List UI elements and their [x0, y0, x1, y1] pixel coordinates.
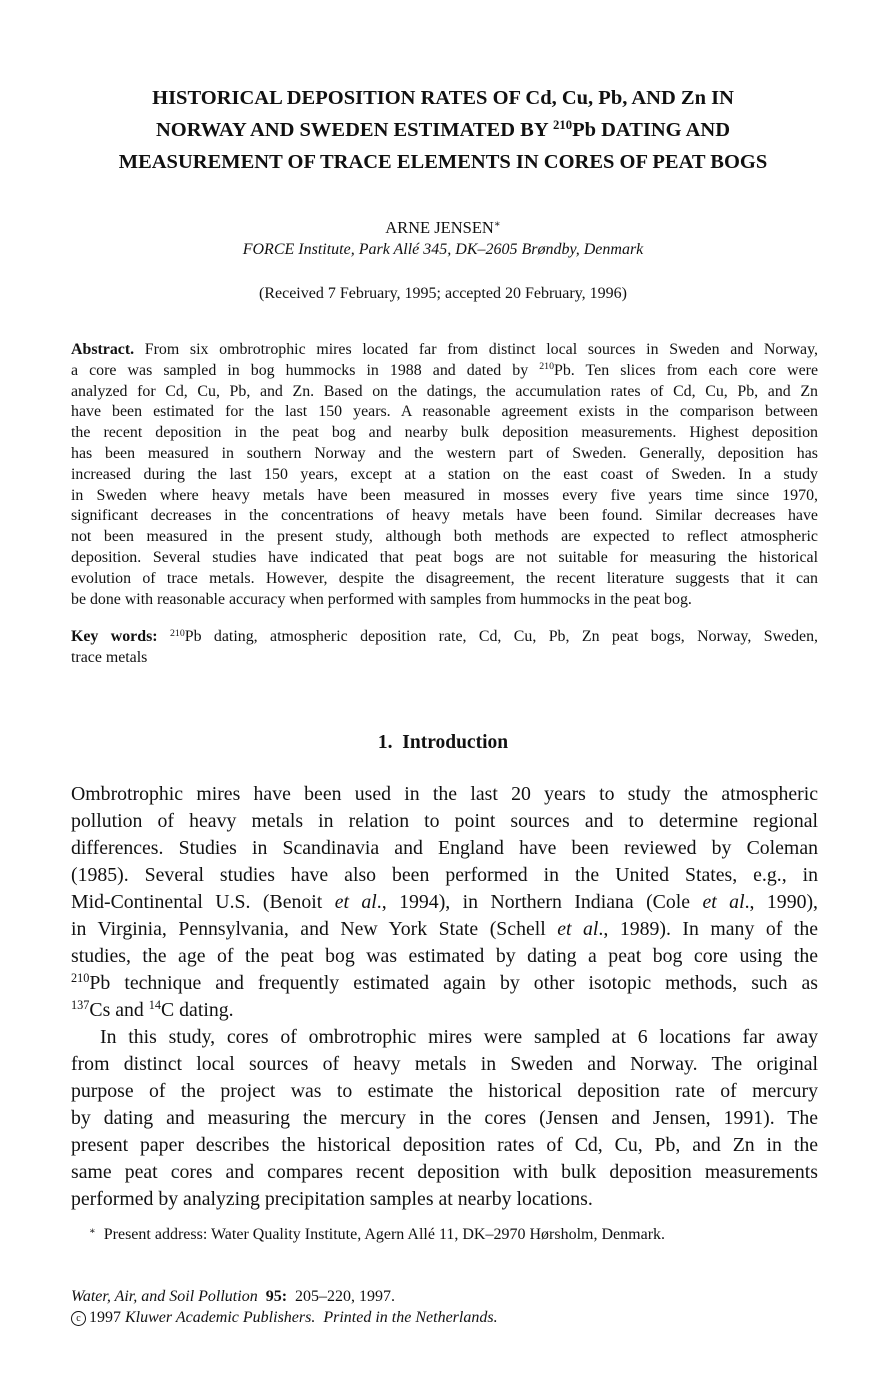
title-line-3: MEASUREMENT OF TRACE ELEMENTS IN CORES OF PEAT BOGS [118, 151, 768, 173]
body-line: (1985). Several studies have also been performed in the United States, e.g., in [71, 864, 818, 886]
body-text: Cs and [89, 999, 149, 1021]
author-footnote-marker: ∗ [493, 219, 501, 231]
journal-info [71, 1286, 498, 1328]
abstract-line: be done with reasonable accuracy when performed with samples from hummocks in the peat bog. [71, 590, 692, 608]
keywords-line [71, 627, 818, 648]
body-line: studies, the age of the peat bog was estimated by dating a peat bog core using the [71, 945, 818, 967]
et-al: et al [557, 918, 599, 940]
body-line: Ombrotrophic mires have been used in the last 20 years to study the atmospheric [71, 783, 818, 805]
body-text: C dating. [161, 999, 234, 1021]
et-al: et al [334, 891, 377, 913]
title-line-2-text: NORWAY AND SWEDEN ESTIMATED BY [155, 119, 553, 141]
section-title: Introduction [402, 732, 509, 753]
keywords-line: trace metals [71, 648, 148, 666]
body-line: present paper describes the historical deposition rates of Cd, Cu, Pb, and Zn in the [71, 1134, 818, 1156]
author-name: ARNE JENSEN [385, 218, 494, 237]
body-line: by dating and measuring the mercury in the cores (Jensen and Jensen, 1991). The [71, 1107, 818, 1129]
abstract [71, 340, 818, 610]
received-dates: (Received 7 February, 1995; accepted 20 February, 1996) [258, 285, 627, 302]
abstract-line: not been measured in the present study, although both methods are expected to reflect atmospheric [71, 528, 818, 546]
body-line: same peat cores and compares recent deposition with bulk deposition measurements [71, 1161, 818, 1183]
footnote-text: Present address: Water Quality Institute, Agern Allé 11, DK–2970 Hørsholm, Denmark. [103, 1226, 666, 1243]
abstract-line: evolution of trace metals. However, despite the disagreement, the recent literature suggests that it can [71, 569, 818, 587]
abstract-line: deposition. Several studies have indicated that peat bogs are not suitable for measuring the historical [71, 548, 818, 566]
author [0, 218, 886, 238]
publisher: Kluwer Academic Publishers. [125, 1309, 316, 1326]
body-text: Mid-Continental U.S. (Benoit [71, 891, 335, 913]
body-superscript: 137 [71, 998, 90, 1013]
et-al: et al [702, 891, 745, 913]
affiliation: FORCE Institute, Park Allé 345, DK–2605 Brøndby, Denmark [242, 241, 644, 258]
abstract-line: analyzed for Cd, Cu, Pb, and Zn. Based on the datings, the accumulation rates of Cd, Cu, Pb, and Zn [71, 382, 818, 400]
abstract-line [71, 361, 818, 382]
abstract-line: in Sweden where heavy metals have been measured in mosses every five years time since 1970, [71, 486, 818, 504]
body-line: purpose of the project was to estimate the historical deposition rate of mercury [71, 1080, 818, 1102]
copyright-icon: c [71, 1311, 86, 1326]
body-text: in Virginia, Pennsylvania, and New York State (Schell [71, 918, 558, 940]
keywords [71, 627, 818, 669]
title-line-2-tail: Pb DATING AND [572, 119, 731, 141]
body-superscript: 14 [148, 998, 162, 1013]
abstract-text: Pb. Ten slices from each core were [554, 361, 818, 379]
abstract-line [71, 340, 818, 361]
section-number: 1. [377, 732, 393, 753]
journal-citation [71, 1286, 498, 1307]
footnote-marker: ∗ [89, 1225, 96, 1237]
abstract-text: a core was sampled in bog hummocks in 1988 and dated by [71, 361, 540, 379]
abstract-line: increased during the last 150 years, except at a station on the east coast of Sweden. In a study [71, 465, 818, 483]
abstract-line: the recent deposition in the peat bog and nearby bulk deposition measurements. Highest deposition [71, 424, 818, 442]
body-line: performed by analyzing precipitation samples at nearby locations. [71, 1188, 593, 1210]
abstract-label: Abstract. [71, 341, 135, 358]
keywords-label: Key words: [71, 628, 158, 645]
journal-volume: 95: [265, 1288, 288, 1305]
section-heading [0, 732, 886, 754]
body-line: In this study, cores of ombrotrophic mires were sampled at 6 locations far away [100, 1026, 818, 1048]
introduction-body [71, 781, 818, 1213]
body-line: differences. Studies in Scandinavia and England have been reviewed by Coleman [71, 837, 818, 859]
printed-in: Printed in the Netherlands. [323, 1309, 498, 1326]
body-line [71, 970, 818, 997]
paper-title [60, 82, 826, 178]
abstract-line: has been measured in southern Norway and the western part of Sweden. Generally, deposition has [71, 444, 818, 462]
journal-name: Water, Air, and Soil Pollution [71, 1288, 258, 1305]
keywords-text: Pb dating, atmospheric deposition rate, Cd, Cu, Pb, Zn peat bogs, Norway, Sweden, [184, 628, 818, 645]
body-text: ., 1989). In many of the [598, 918, 818, 940]
journal-pages: 205–220, 1997. [295, 1288, 396, 1305]
body-text: ., 1990), [744, 891, 819, 913]
body-text: ., 1994), in Northern Indiana (Cole [376, 891, 703, 913]
body-line: pollution of heavy metals in relation to point sources and to determine regional [71, 810, 818, 832]
keywords-superscript: 210 [169, 627, 185, 639]
abstract-superscript: 210 [539, 361, 554, 373]
body-line: from distinct local sources of heavy metals in Sweden and Norway. The original [71, 1053, 818, 1075]
title-line-2 [60, 114, 826, 146]
footnote [89, 1226, 665, 1244]
copyright-line [71, 1307, 498, 1328]
body-text: Pb technique and frequently estimated again by other isotopic methods, such as [89, 972, 818, 994]
body-line [71, 889, 818, 916]
body-line [71, 997, 818, 1024]
abstract-line: significant decreases in the concentrations of heavy metals have been found. Similar decreases have [71, 507, 818, 525]
title-superscript: 210 [553, 118, 573, 133]
abstract-text: From six ombrotrophic mires located far from distinct local sources in Sweden and Norway, [144, 341, 818, 358]
body-superscript: 210 [71, 971, 90, 986]
copyright-year: 1997 [89, 1309, 121, 1326]
body-line [71, 916, 818, 943]
abstract-line: have been estimated for the last 150 years. A reasonable agreement exists in the comparison between [71, 403, 818, 421]
title-line-1: HISTORICAL DEPOSITION RATES OF Cd, Cu, Pb, AND Zn IN [152, 87, 734, 109]
